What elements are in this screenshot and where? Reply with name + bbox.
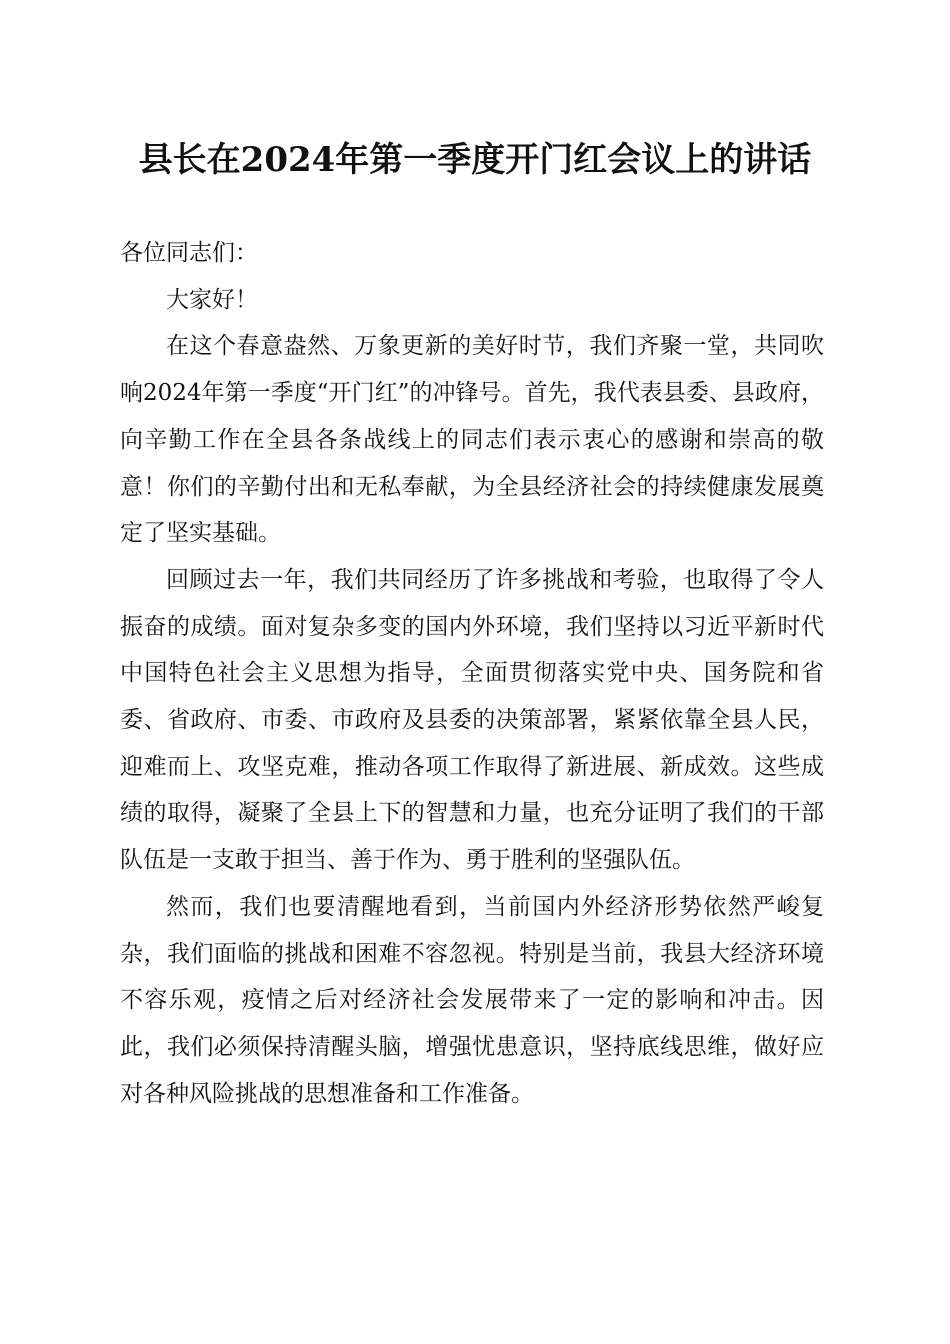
- paragraph-review: 回顾过去一年，我们共同经历了许多挑战和考验，也取得了令人振奋的成绩。面对复杂多变的国内外环境，我们坚持以习近平新时代中国特色社会主义思想为指导，全面贯彻落实党中央、国务院和省委、省政府、市委、市政府及县委的决策部署，紧紧依靠全县人民，迎难而上、攻坚克难，推动各项工作取得了新进展、新成效。这些成绩的取得，凝聚了全县上下的智慧和力量，也充分证明了我们的干部队伍是一支敢于担当、善于作为、勇于胜利的坚强队伍。: [120, 566, 824, 874]
- paragraph-opening: 在这个春意盎然、万象更新的美好时节，我们齐聚一堂，共同吹响2024年第一季度“开门红”的冲锋号。首先，我代表县委、县政府，向辛勤工作在全县各条战线上的同志们表示衷心的感谢和崇高的敬意！你们的辛勤付出和无私奉献，为全县经济社会的持续健康发展奠定了坚实基础。: [120, 333, 824, 547]
- document-title: 县长在2024年第一季度开门红会议上的讲话: [138, 140, 812, 180]
- salutation: 各位同志们：: [120, 240, 258, 266]
- paragraph-greeting: 大家好！: [166, 286, 258, 313]
- paragraph-challenges: 然而，我们也要清醒地看到，当前国内外经济形势依然严峻复杂，我们面临的挑战和困难不容忽视。特别是当前，我县大经济环境不容乐观，疫情之后对经济社会发展带来了一定的影响和冲击。因此，我们必须保持清醒头脑，增强忧患意识，坚持底线思维，做好应对各种风险挑战的思想准备和工作准备。: [120, 893, 824, 1107]
- document-body: [120, 230, 824, 1117]
